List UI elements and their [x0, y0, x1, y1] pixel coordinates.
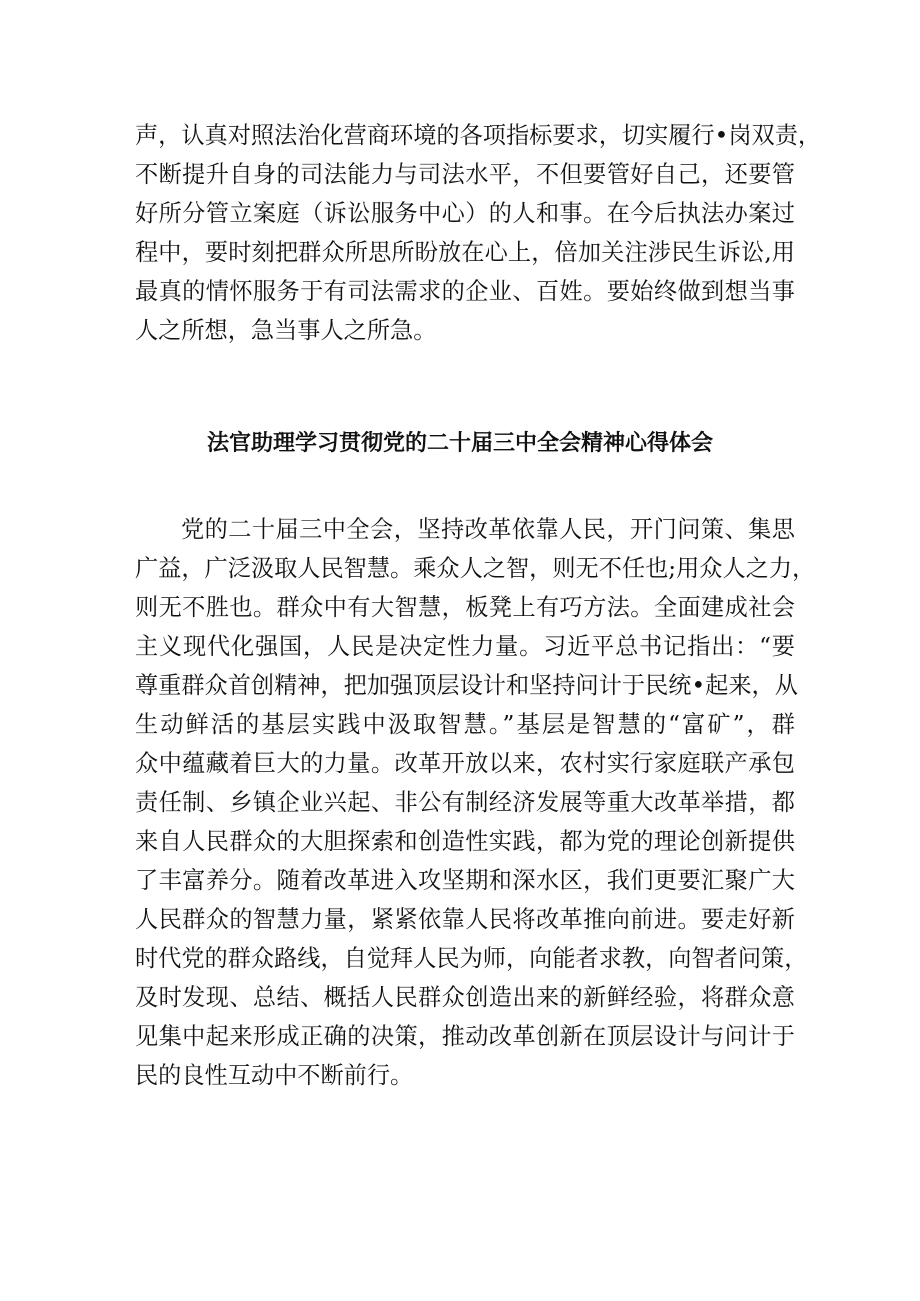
paragraph-line: 不断提升自身的司法能力与司法水平，不但要管好自己，还要管 — [135, 161, 795, 188]
paragraph-line: 声，认真对照法治化营商环境的各项指标要求，切实履行•岗双责， — [135, 122, 822, 149]
paragraph-line: 程中，要时刻把群众所思所盼放在心上，倍加关注涉民生诉讼,用 — [135, 239, 795, 266]
paragraph-line: 生动鲜活的基层实践中汲取智慧。”基层是智慧的“富矿”，群 — [135, 711, 795, 738]
paragraph-line: 见集中起来形成正确的决策，推动改革创新在顶层设计与问计于 — [135, 1023, 795, 1050]
paragraph-line: 民的良性互动中不断前行。 — [135, 1062, 414, 1089]
paragraph-line: 则无不胜也。群众中有大智慧，板凳上有巧方法。全面建成社会 — [135, 594, 795, 621]
paragraph-line: 了丰富养分。随着改革进入攻坚期和深水区，我们更要汇聚广大 — [135, 867, 795, 894]
paragraph-line: 及时发现、总结、概括人民群众创造出来的新鲜经验，将群众意 — [135, 984, 795, 1011]
body-paragraph — [135, 510, 816, 1095]
paragraph-line: 广益，广泛汲取人民智慧。乘众人之智，则无不任也;用众人之力， — [135, 555, 816, 582]
paragraph-line: 人民群众的智慧力量，紧紧依靠人民将改革推向前进。要走好新 — [135, 906, 795, 933]
paragraph-line: 最真的情怀服务于有司法需求的企业、百姓。要始终做到想当事 — [135, 278, 795, 305]
article-title: 法官助理学习贯彻党的二十届三中全会精神心得体会 — [206, 431, 713, 456]
paragraph-line: 主义现代化强国，人民是决定性力量。习近平总书记指出：“要 — [135, 633, 795, 660]
continued-paragraph — [135, 116, 822, 350]
paragraph-line: 好所分管立案庭（诉讼服务中心）的人和事。在今后执法办案过 — [135, 200, 795, 227]
paragraph-line: 来自人民群众的大胆探索和创造性实践，都为党的理论创新提供 — [135, 828, 795, 855]
paragraph-line: 党的二十届三中全会，坚持改革依靠人民，开门问策、集思 — [181, 516, 795, 543]
paragraph-line: 尊重群众首创精神，把加强顶层设计和坚持问计于民统•起来，从 — [135, 672, 798, 699]
paragraph-line: 众中蕴藏着巨大的力量。改革开放以来，农村实行家庭联产承包 — [135, 750, 795, 777]
paragraph-line: 责任制、乡镇企业兴起、非公有制经济发展等重大改革举措，都 — [135, 789, 795, 816]
paragraph-line: 人之所想，急当事人之所急。 — [135, 317, 437, 344]
paragraph-line: 时代党的群众路线，自觉拜人民为师，向能者求教，向智者问策， — [135, 945, 808, 972]
